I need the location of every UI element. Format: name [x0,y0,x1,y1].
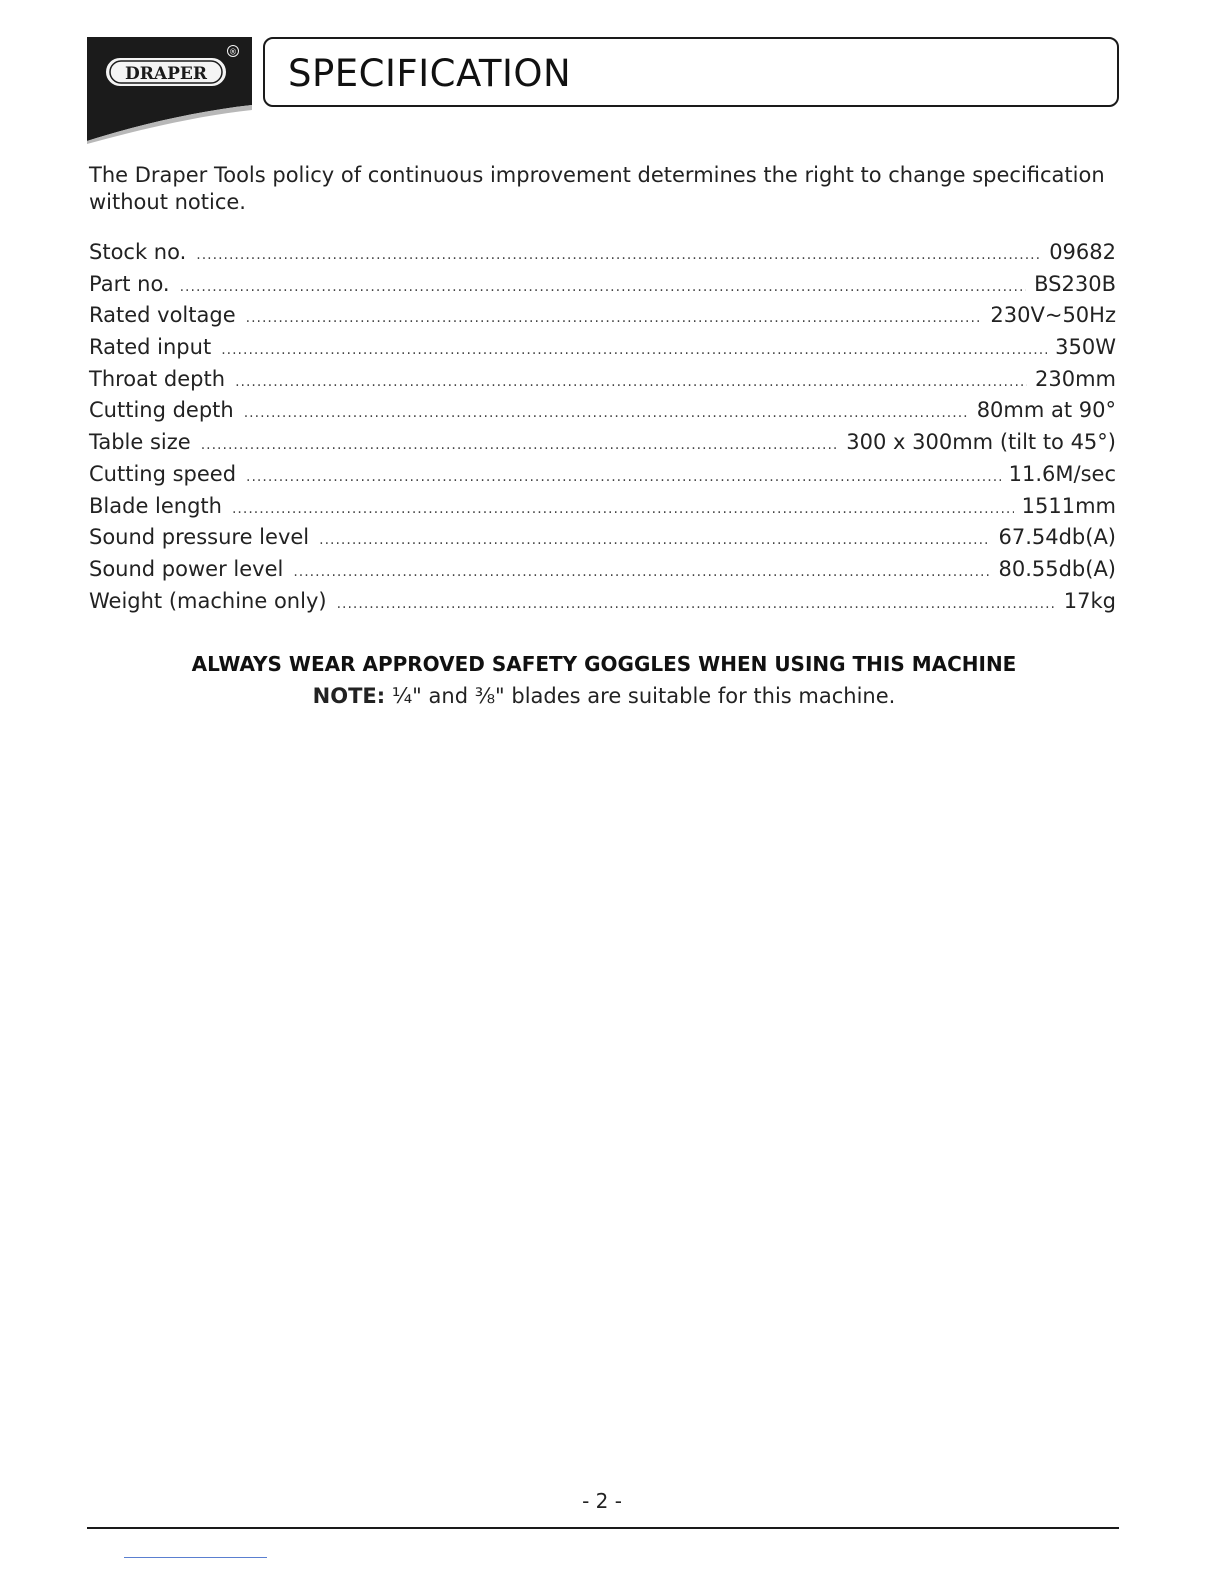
spec-label: Sound power level [89,556,284,581]
dot-leader [337,596,1056,612]
specification-list [89,240,1116,620]
spec-row [89,494,1116,526]
page-title-box [263,37,1119,107]
spec-value: 80mm at 90° [976,398,1116,423]
dot-leader [293,564,990,580]
dot-leader [246,310,983,326]
note-text: ¼" and ⅜" blades are suitable for this machine. [391,684,896,708]
spec-label: Blade length [89,493,222,518]
spec-value: 80.55db(A) [998,556,1116,581]
spec-label: Sound pressure level [89,525,310,550]
spec-row [89,398,1116,430]
dot-leader [232,501,1014,517]
page-number: - 2 - [582,1489,622,1513]
spec-value: 230V~50Hz [990,303,1116,328]
dot-leader [246,469,1001,485]
spec-value: 1511mm [1021,493,1116,518]
spec-label: Part no. [89,271,170,296]
spec-label: Rated input [89,335,212,360]
spec-value: 300 x 300mm (tilt to 45°) [846,430,1116,455]
logo-text: DRAPER [125,64,207,84]
safety-warning: ALWAYS WEAR APPROVED SAFETY GOGGLES WHEN USING THIS MACHINE [191,652,1017,676]
spec-label: Stock no. [89,240,187,264]
spec-label: Throat depth [89,366,226,391]
footer-divider [87,1527,1119,1529]
spec-value: 67.54db(A) [998,525,1116,550]
spec-value: 350W [1055,335,1116,360]
spec-value: 11.6M/sec [1008,461,1116,486]
blade-note [89,684,1119,708]
spec-row [89,462,1116,494]
spec-value: 17kg [1063,588,1116,613]
spec-label: Cutting depth [89,398,234,423]
dot-leader [201,437,839,453]
spec-label: Weight (machine only) [89,588,327,613]
footer-link-underline [124,1557,267,1558]
dot-leader [221,342,1047,358]
spec-value: 09682 [1049,240,1116,264]
spec-row [89,240,1116,272]
spec-label: Cutting speed [89,461,237,486]
draper-logo [87,37,252,144]
dot-leader [244,405,969,421]
dot-leader [180,279,1027,295]
spec-row [89,430,1116,462]
registered-mark: ® [229,47,237,57]
dot-leader [319,532,990,548]
spec-value: BS230B [1034,271,1116,296]
spec-label: Rated voltage [89,303,236,328]
spec-row [89,557,1116,589]
dot-leader [196,247,1041,263]
page-title: SPECIFICATION [288,52,572,95]
spec-value: 230mm [1035,366,1116,391]
intro-paragraph: The Draper Tools policy of continuous improvement determines the right to change specification without notice. [89,163,1105,214]
spec-row [89,303,1116,335]
spec-row [89,589,1116,621]
spec-row [89,272,1116,304]
spec-row [89,367,1116,399]
note-label: NOTE: [312,684,386,708]
spec-row [89,525,1116,557]
spec-label: Table size [89,430,191,455]
dot-leader [235,374,1027,390]
spec-row [89,335,1116,367]
draper-logo-graphic [87,37,252,144]
